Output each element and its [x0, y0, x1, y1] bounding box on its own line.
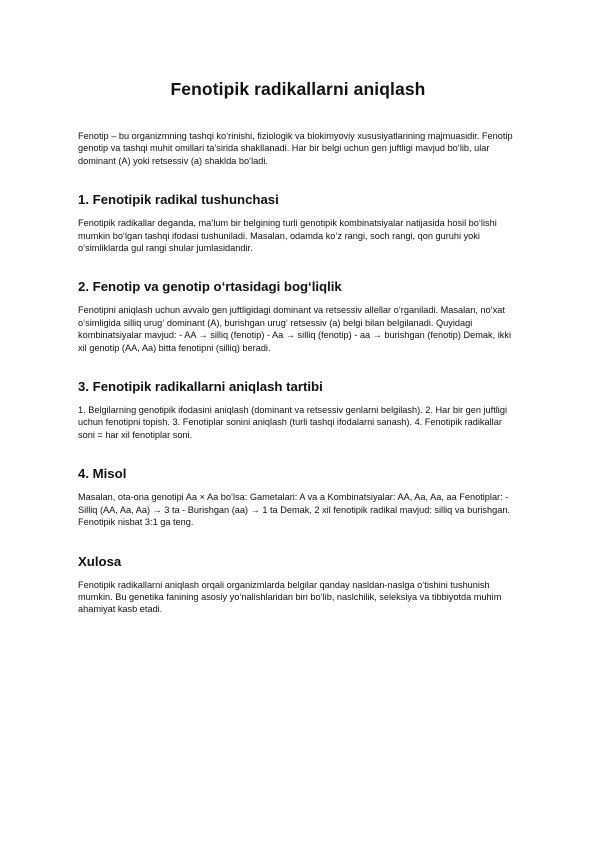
section-heading: 3. Fenotipik radikallarni aniqlash tartibi [78, 379, 323, 395]
section-fenotip-genotip-boglanish [78, 278, 518, 354]
section-xulosa [78, 553, 518, 616]
section-heading: 2. Fenotip va genotip o‘rtasidagi bog‘liqlik [78, 279, 342, 295]
section-fenotipik-radikal-tushunchasi [78, 191, 518, 254]
section-paragraph: Fenotipik radikallar deganda, ma’lum bir belgining turli genotipik kombinatsiyalar natijasida hosil bo‘lishi mumkin bo‘lgan tashqi ifodasi tushuniladi. Masalan, odamda ko‘z rangi, soch rangi, qon guruhi yoki o‘simliklarda gul rangi shular jumlasidandir. [78, 218, 497, 254]
section-heading: Xulosa [78, 553, 122, 569]
section-aniqlash-tartibi [78, 378, 518, 441]
intro-paragraph: Fenotip – bu organizmning tashqi ko‘rinishi, fiziologik va biokimyoviy xususiyatlarining majmuasidir. Fenotip genotip va tashqi muhit omillari ta’sirida shakllanadi. Har bir belgi uchun gen juftligi mavjud bo‘lib, ular dominant (A) yoki retsessiv (a) shaklda bo‘ladi. [78, 131, 513, 166]
document-title: Fenotipik radikallarni aniqlash [170, 79, 426, 99]
section-heading: 4. Misol [78, 466, 127, 482]
section-paragraph: Masalan, ota-ona genotipi Aa × Aa bo‘lsa: Gametalari: A va a Kombinatsiyalar: AA, Aa, Aa, aa Fenotiplar: - Silliq (AA, Aa, Aa) → 3 ta - Burishgan (aa) → 1 ta Demak, 2 xil fenotipik radikal mavjud: silliq va burishgan. Fenotipik nisbat 3:1 ga teng. [78, 492, 511, 528]
section-paragraph: Fenotipik radikallarni aniqlash orqali organizmlarda belgilar qanday nasldan-naslga o‘tishini tushunish mumkin. Bu genetika fanining asosiy yo‘nalishlaridan biri bo‘lib, naslchilik, seleksiya va tibbiyotda muhim ahamiyat kasb etadi. [78, 579, 502, 615]
section-paragraph: Fenotipni aniqlash uchun avvalo gen juftligidagi dominant va retsessiv allellar o‘rganiladi. Masalan, no‘xat o‘simligida silliq urug‘ dominant (A), burishgan urug‘ retsessiv (a) belgi bilan belgilanadi. Quyidagi kombinatsiyalar mavjud: - AA → silliq (fenotip) - Aa → silliq (fenotip) - aa → burishgan (fenotip) Demak, ikki xil genotip (AA, Aa) bitta fenotipni (silliq) beradi. [78, 305, 511, 353]
section-misol [78, 465, 518, 528]
section-heading: 1. Fenotipik radikal tushunchasi [78, 192, 279, 208]
section-paragraph: 1. Belgilarning genotipik ifodasini aniqlash (dominant va retsessiv genlarni belgilash). 2. Har bir gen juftligi uchun fenotipni topish. 3. Fenotiplar sonini aniqlash (turli tashqi ifodalarni sanash). 4. Fenotipik radikallar soni = har xil fenotiplar soni. [78, 405, 507, 440]
